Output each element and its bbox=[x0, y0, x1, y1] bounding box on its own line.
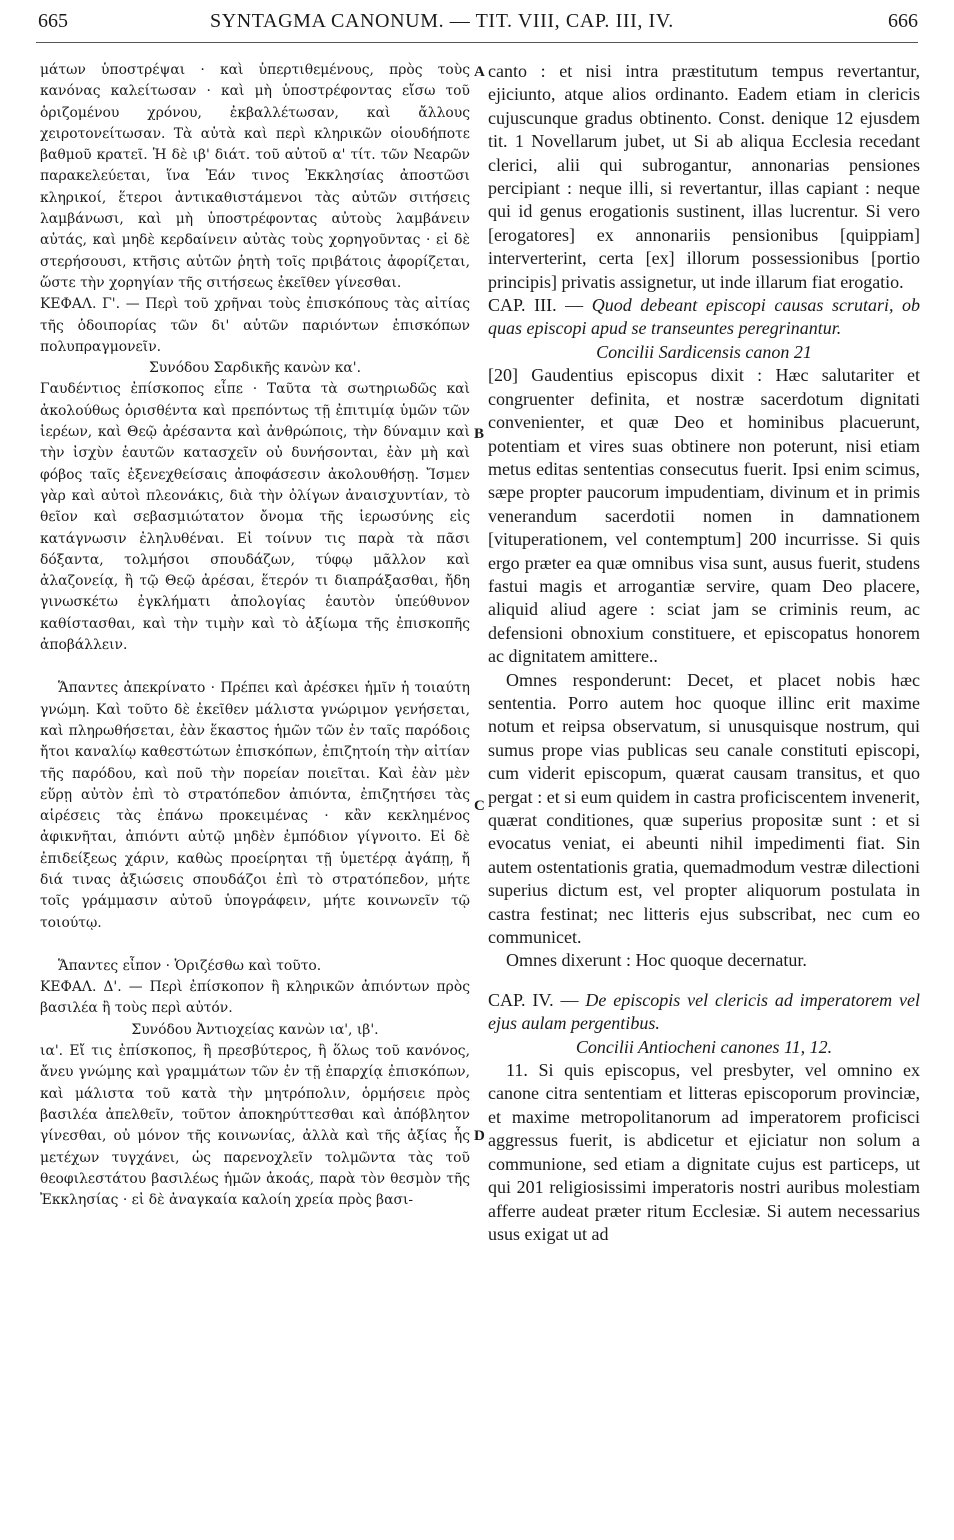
page-number-right: 666 bbox=[888, 10, 918, 32]
header-rule bbox=[36, 42, 918, 43]
greek-column bbox=[40, 60, 470, 1211]
spacer bbox=[488, 973, 920, 989]
greek-chapter-4-heading: ΚΕΦΑΛ. Δ'. — Περὶ ἐπίσκοπον ἢ κληρικῶν ἀπιόντων πρὸς βασιλέα ἢ τοὺς περὶ αὐτόν. bbox=[40, 979, 470, 1017]
latin-canon-11-text: 11. Si quis episcopus, vel presbyter, vel omnino ex canone citra sententiam et litteras episcoporum provinciæ, et maxime metropolitanorum ad imperatorem proficisci aggressus fuerit, is abdicetur et ejiciatur non solum a communione, sed etiam a dignitate cujus est particeps, ut qui 201 religiosissimi imperatoris nostri auribus molestiam afferre audeat præter ritum Ecclesiæ. Si autem necessarius usus exigat ut ad bbox=[488, 1060, 920, 1244]
greek-canon-11-text: ια'. Εἴ τις ἐπίσκοπος, ἢ πρεσβύτερος, ἢ ὅλως τοῦ κανόνος, ἄνευ γνώμης καὶ γραμμάτων τῶν ἐν τῇ ἐπαρχίᾳ ἐπισκόπων, καὶ μάλιστα τοῦ κατὰ τὴν μητρόπολιν, ὁρμήσειε πρὸς βασιλέα ἀπελθεῖν, τοῦτον ἀποκηρύττεσθαι καὶ ἀπόβλητον γίνεσθαι, οὐ μόνον τῆς κοινωνίας, ἀλλὰ καὶ τῆς ἀξίας ἧς μετέχων τυγχάνει, ὡς παρενοχλεῖν τολμῶντα τὰς τοῦ θεοφιλεστάτου βασιλέως ἡμῶν ἀκοάς, παρὰ τὸν θεσμὸν τῆς Ἐκκλησίας · εἰ δὲ ἀναγκαία καλοίη χρεία πρὸς βασι- bbox=[40, 1043, 470, 1209]
latin-canon-20-text: [20] Gaudentius episcopus dixit : Hæc salutariter et congruenter definita, et nostræ sacerdotum dignitati convenienter, et quæ Deo et hominibus placuerunt, potentiam et vires suas obtinere non poterunt, nisi etiam metus editas sententias consecutus fuerit. Ipsi enim scimus, sæpe propter paucorum impudentiam, divinum et in primis venerandum sacerdotii nomen in damnationem [vituperationem, vel contemptum] 200 incurrisse. Si quis ergo præter ea quæ omnibus visa sunt, ausus fuerit, studens fastui magis et arrogantiæ servire, quam Deo placere, aliquid aliud agere : sciat jam se criminis reum, ac defensioni obnoxium constituere, et episcopatus honorem ac dignitatem amittere.. bbox=[488, 365, 920, 667]
page-number-left: 665 bbox=[38, 10, 68, 32]
latin-source-sardica: Concilii Sardicensis canon 21 bbox=[596, 341, 812, 362]
latin-chapter-3-heading bbox=[488, 294, 920, 341]
latin-paragraph-1: canto : et nisi intra præstitutum tempus revertantur, ejiciunto, atque alios ordinanto. Eadem etiam in clericis cujuscunque gradus obtinento. Const. denique 12 ejusdem tit. 1 Novellarum jubet, ut Si ab aliqua Ecclesia recedant clerici, alii qui subrogantur, annonarias pensiones percipiant : neque illi, si revertantur, illas capiant : neque qui id genus erogationis sustinent, illas lucrentur. Si vero [erogatores] ex annonariis pensionibus [quippiam] interverterint, certa [ex] illorum possessionibus [portio principis] privatis assignetur, ut inde illarum fiat erogatio. bbox=[488, 61, 920, 292]
greek-source-sardica: Συνόδου Σαρδικῆς κανὼν κα'. bbox=[148, 360, 362, 377]
greek-paragraph-1: μάτων ὑποστρέψαι · καὶ ὑπερτιθεμένους, πρὸς τοὺς κανόνας καλείτωσαν · καὶ μὴ ὑποστρέφοντας εἴσω τοῦ ὁριζομένου χρόνου, ἐκβαλλέτωσαν, καὶ ἄλλους χειροτονείτωσαν. Τὰ αὐτὰ καὶ περὶ κληρικῶν οἱουδήποτε βαθμοῦ κρατεῖ. Ἡ δὲ ιβ' διάτ. τοῦ αὐτοῦ α' τίτ. τῶν Νεαρῶν παρακελεύεται, ἵνα Ἐάν τινος Ἐκκλησίας ἀποστῶσι κληρικοί, ἕτεροι ἀντικαθιστάμενοι τὰς αὐτῶν σιτήσεις λαμβάνωσι, καὶ μὴ ὑποστρέφοντας αὐτοὺς λαμβάνειν αὐτάς, καὶ μηδὲ κερδαίνειν αὐτὰς τοὺς χορηγοῦντας · εἰ δὲ στερήσουσι, κτῆσις αὐτῶν ῥητὴ τοῖς πριβάτοις ἀφορίζεται, ὥστε τὴν χορηγίαν τῆς σιτήσεως ἐκεῖθεν γίνεσθαι. bbox=[40, 62, 470, 291]
latin-source-antioch: Concilii Antiocheni canones 11, 12. bbox=[575, 1036, 833, 1057]
margin-marker-c: C bbox=[474, 798, 485, 814]
latin-response-paragraph: Omnes responderunt: Decet, et placet nobis hæc sententia. Porro autem hoc quoque illinc erit maxime notum et reipsa observatum, si unusquisque nostrum, qui sumus prope vias publicas seu canale constituti episcopi, cum viderit episcopum, quærat causam transitus, et quo pergat : et si eum quidem in castra proficiscentem invenerit, quærat conditiones, quæ superius propositæ sunt : et si evocatus veniat, ei abeunti nihil impedimenti fiat. Sin autem ostentationis gratia, quemadmodum vestræ dilectioni superius dictum est, vel propter aliquorum postulata in castra festinat; nec litteris ejus subscribat, nec cum eo communicet. bbox=[488, 669, 920, 948]
greek-source-antioch: Συνόδου Ἀντιοχείας κανὼν ια', ιβ'. bbox=[131, 1021, 379, 1038]
margin-marker-b: B bbox=[474, 426, 485, 442]
spacer bbox=[40, 656, 470, 678]
latin-omnes-dixerunt: Omnes dixerunt : Hoc quoque decernatur. bbox=[506, 950, 807, 971]
latin-chapter-4-heading bbox=[488, 989, 920, 1036]
spacer bbox=[40, 934, 470, 956]
latin-cap3-label: CAP. III. — bbox=[488, 295, 584, 316]
latin-column bbox=[488, 60, 920, 1246]
greek-omnes-dixerunt: Ἅπαντες εἶπον · Ὁριζέσθω καὶ τοῦτο. bbox=[58, 957, 322, 974]
running-title: SYNTAGMA CANONUM. — TIT. VIII, CAP. III, IV. bbox=[210, 10, 674, 32]
running-header bbox=[0, 0, 954, 46]
greek-response-paragraph: Ἅπαντες ἀπεκρίνατο · Πρέπει καὶ ἀρέσκει ἡμῖν ἡ τοιαύτη γνώμη. Καὶ τοῦτο δὲ ἐκεῖθεν μάλιστα γνώριμον γενήσεται, καὶ πληρωθήσεται, ἐὰν ἕκαστος ἡμῶν τῶν ἐν ταῖς παρόδοις ἤτοι καναλίῳ καθεστώτων ἐπισκόπων, ἐπιζητοίη τὴν αἰτίαν τῆς παρόδου, καὶ ποῦ τὴν πορείαν ποιεῖται. Καὶ ἐὰν μὲν εὕρῃ αὐτὸν ἐπὶ τὸ στρατόπεδον ἀπιόντα, ἐπιζητήσει τὰς αἱρέσεις τὰς ἐπάνω προκειμένας · κἂν κεκλημένος ἀφικνῆται, ἀπιόντι αὐτῷ μηδὲν ἐμπόδιον γίγνοιτο. Εἰ δὲ ἐπιδείξεως χάριν, καθὼς προείρηται τῇ ὑμετέρᾳ ἀγάπῃ, ἤ διά τινας ἀξιώσεις σπουδάζοι ἐπὶ τὸ στρατόπεδον, μήτε τοῖς γράμμασιν αὐτοῦ ὑπογράφειν, μήτε κοινωνεῖν τῷ τοιούτῳ. bbox=[40, 680, 470, 931]
latin-cap3-title: Quod debeant episcopi causas scrutari, ob quas episcopi apud se transeuntes peregrinantur. bbox=[488, 295, 921, 339]
greek-chapter-3-heading: ΚΕΦΑΛ. Γ'. — Περὶ τοῦ χρῆναι τοὺς ἐπισκόπους τὰς αἰτίας τῆς ὁδοιπορίας τῶν δι' αὐτῶν παριόντων ἐπισκόπων πολυπραγμονεῖν. bbox=[40, 296, 470, 355]
greek-canon-21-text: Γαυδέντιος ἐπίσκοπος εἶπε · Ταῦτα τὰ σωτηριωδῶς καὶ ἀκολούθως ὁρισθέντα καὶ πρεπόντως τῇ ἐπιτιμίᾳ ὑμῶν τῶν ἱερέων, καὶ Θεῷ ἀρέσαντα καὶ ἀνθρώποις, τὴν δύναμιν καὶ τὴν ἰσχὺν ἑαυτῶν κατασχεῖν οὐ δυνήσονται, ἐὰν μὴ καὶ φόβος ταῖς ἐξενεχθείσαις ἀποφάσεσιν ἀκολουθήσῃ. Ἴσμεν γὰρ καὶ αὐτοὶ πλεονάκις, διὰ τὴν ὀλίγων ἀναισχυντίαν, τὸ θεῖον καὶ σεβασμιώτατον ὄνομα τῆς ἱερωσύνης εἰς κατάγνωσιν ἐληλυθέναι. Εἰ τοίνυν τις παρὰ τὰ πᾶσι δόξαντα, τολμήσοι σπουδάζων, τύφῳ μᾶλλον καὶ ἀλαζονείᾳ, ἢ τῷ Θεῷ ἀρέσαι, ἕτερόν τι διαπράξασθαι, ἤδη γινωσκέτω ἐγκλήματι ἀπολογίας ἑαυτὸν ὑπεύθυνον καθίστασθαι, καὶ τὴν τιμὴν καὶ τὸ ἀξίωμα τῆς ἐπισκοπῆς ἀποβάλλειν. bbox=[40, 381, 470, 654]
margin-marker-a: A bbox=[474, 64, 485, 80]
margin-marker-d: D bbox=[474, 1128, 485, 1144]
latin-cap4-title: De episcopis vel clericis ad imperatorem vel ejus aulam pergentibus. bbox=[488, 989, 920, 1034]
latin-cap4-label: CAP. IV. — bbox=[488, 989, 579, 1010]
